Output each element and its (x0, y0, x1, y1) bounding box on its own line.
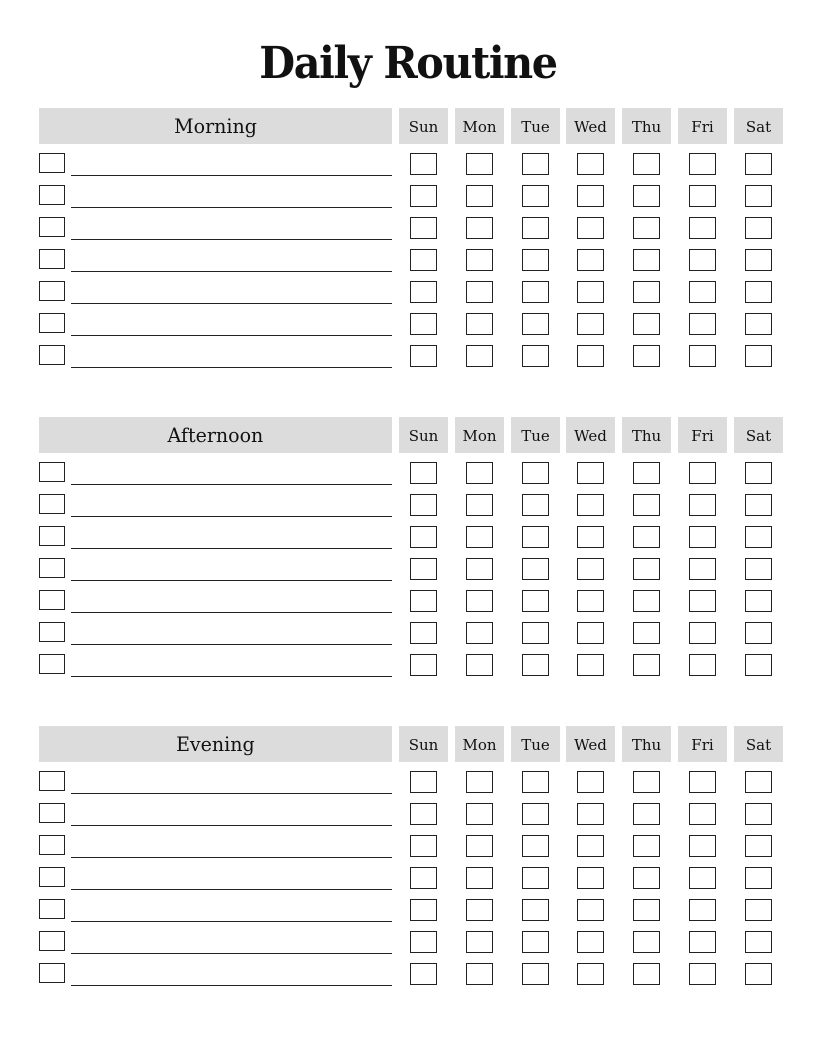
task-checkbox[interactable] (39, 867, 65, 887)
task-checkbox[interactable] (39, 654, 65, 674)
day-checkbox-thu[interactable] (633, 867, 660, 889)
day-checkbox-sat[interactable] (745, 899, 772, 921)
day-checkbox-sun[interactable] (410, 590, 437, 612)
task-checkbox[interactable] (39, 622, 65, 642)
task-checkbox[interactable] (39, 803, 65, 823)
day-checkbox-tue[interactable] (522, 803, 549, 825)
task-write-line[interactable] (71, 207, 392, 208)
day-checkbox-wed[interactable] (577, 590, 604, 612)
day-header-wed: Wed (566, 417, 615, 453)
task-write-line[interactable] (71, 953, 392, 954)
day-checkbox-sat[interactable] (745, 345, 772, 367)
day-checkbox-tue[interactable] (522, 899, 549, 921)
day-checkbox-sun[interactable] (410, 963, 437, 985)
day-checkbox-mon[interactable] (466, 345, 493, 367)
day-header-tue: Tue (511, 417, 560, 453)
day-checkbox-sun[interactable] (410, 622, 437, 644)
task-write-line[interactable] (71, 857, 392, 858)
day-checkbox-sun[interactable] (410, 558, 437, 580)
day-checkbox-wed[interactable] (577, 654, 604, 676)
day-checkbox-tue[interactable] (522, 281, 549, 303)
day-checkbox-wed[interactable] (577, 835, 604, 857)
day-checkbox-mon[interactable] (466, 803, 493, 825)
day-checkbox-sun[interactable] (410, 771, 437, 793)
section-header (39, 108, 392, 144)
day-checkbox-fri[interactable] (689, 867, 716, 889)
day-checkbox-sun[interactable] (410, 217, 437, 239)
day-checkbox-mon[interactable] (466, 494, 493, 516)
day-checkbox-sat[interactable] (745, 185, 772, 207)
day-checkbox-mon[interactable] (466, 281, 493, 303)
day-checkbox-tue[interactable] (522, 622, 549, 644)
task-checkbox[interactable] (39, 931, 65, 951)
day-checkbox-mon[interactable] (466, 217, 493, 239)
task-write-line[interactable] (71, 367, 392, 368)
task-write-line[interactable] (71, 548, 392, 549)
day-checkbox-sat[interactable] (745, 526, 772, 548)
day-checkbox-sat[interactable] (745, 494, 772, 516)
day-checkbox-thu[interactable] (633, 281, 660, 303)
task-checkbox[interactable] (39, 963, 65, 983)
day-checkbox-wed[interactable] (577, 526, 604, 548)
day-header-thu: Thu (622, 726, 671, 762)
day-checkbox-tue[interactable] (522, 185, 549, 207)
day-checkbox-mon[interactable] (466, 526, 493, 548)
day-checkbox-thu[interactable] (633, 622, 660, 644)
task-write-line[interactable] (71, 271, 392, 272)
day-checkbox-fri[interactable] (689, 963, 716, 985)
task-write-line[interactable] (71, 175, 392, 176)
day-checkbox-mon[interactable] (466, 462, 493, 484)
day-header-sun: Sun (399, 417, 448, 453)
section-afternoon (0, 417, 816, 687)
day-checkbox-wed[interactable] (577, 494, 604, 516)
task-write-line[interactable] (71, 612, 392, 613)
day-checkbox-mon[interactable] (466, 622, 493, 644)
day-checkbox-fri[interactable] (689, 590, 716, 612)
day-checkbox-fri[interactable] (689, 558, 716, 580)
day-header-mon: Mon (455, 726, 504, 762)
day-checkbox-tue[interactable] (522, 313, 549, 335)
day-header-tue: Tue (511, 726, 560, 762)
day-checkbox-thu[interactable] (633, 771, 660, 793)
task-checkbox[interactable] (39, 345, 65, 365)
day-checkbox-sat[interactable] (745, 590, 772, 612)
section-header (39, 726, 392, 762)
day-checkbox-tue[interactable] (522, 153, 549, 175)
day-checkbox-tue[interactable] (522, 931, 549, 953)
day-header-mon: Mon (455, 108, 504, 144)
day-checkbox-wed[interactable] (577, 931, 604, 953)
day-checkbox-fri[interactable] (689, 835, 716, 857)
day-header-fri: Fri (678, 417, 727, 453)
day-checkbox-fri[interactable] (689, 153, 716, 175)
day-checkbox-sat[interactable] (745, 217, 772, 239)
section-title: Afternoon (167, 423, 264, 447)
task-checkbox[interactable] (39, 835, 65, 855)
day-checkbox-thu[interactable] (633, 558, 660, 580)
day-checkbox-wed[interactable] (577, 462, 604, 484)
day-checkbox-thu[interactable] (633, 654, 660, 676)
day-checkbox-thu[interactable] (633, 803, 660, 825)
section-morning (0, 108, 816, 378)
task-checkbox[interactable] (39, 217, 65, 237)
task-write-line[interactable] (71, 303, 392, 304)
day-checkbox-sun[interactable] (410, 153, 437, 175)
day-header-sun: Sun (399, 726, 448, 762)
task-checkbox[interactable] (39, 153, 65, 173)
task-write-line[interactable] (71, 516, 392, 517)
task-write-line[interactable] (71, 985, 392, 986)
day-checkbox-sun[interactable] (410, 867, 437, 889)
day-checkbox-sun[interactable] (410, 835, 437, 857)
day-checkbox-fri[interactable] (689, 622, 716, 644)
day-checkbox-mon[interactable] (466, 654, 493, 676)
day-checkbox-fri[interactable] (689, 803, 716, 825)
day-checkbox-wed[interactable] (577, 622, 604, 644)
day-header-sat: Sat (734, 108, 783, 144)
day-checkbox-sat[interactable] (745, 867, 772, 889)
day-checkbox-sat[interactable] (745, 622, 772, 644)
day-checkbox-tue[interactable] (522, 526, 549, 548)
day-checkbox-sun[interactable] (410, 345, 437, 367)
day-checkbox-sat[interactable] (745, 963, 772, 985)
day-header-fri: Fri (678, 108, 727, 144)
day-checkbox-sun[interactable] (410, 494, 437, 516)
day-header-wed: Wed (566, 108, 615, 144)
task-checkbox[interactable] (39, 494, 65, 514)
day-checkbox-fri[interactable] (689, 931, 716, 953)
day-header-thu: Thu (622, 108, 671, 144)
day-checkbox-mon[interactable] (466, 931, 493, 953)
day-checkbox-mon[interactable] (466, 249, 493, 271)
day-checkbox-mon[interactable] (466, 963, 493, 985)
day-checkbox-tue[interactable] (522, 835, 549, 857)
day-checkbox-sun[interactable] (410, 185, 437, 207)
day-checkbox-sun[interactable] (410, 313, 437, 335)
day-checkbox-thu[interactable] (633, 963, 660, 985)
day-checkbox-fri[interactable] (689, 249, 716, 271)
day-checkbox-mon[interactable] (466, 867, 493, 889)
day-checkbox-mon[interactable] (466, 153, 493, 175)
day-checkbox-sun[interactable] (410, 899, 437, 921)
day-checkbox-tue[interactable] (522, 558, 549, 580)
day-checkbox-thu[interactable] (633, 345, 660, 367)
day-checkbox-sat[interactable] (745, 803, 772, 825)
day-checkbox-thu[interactable] (633, 185, 660, 207)
day-checkbox-wed[interactable] (577, 249, 604, 271)
task-checkbox[interactable] (39, 185, 65, 205)
task-write-line[interactable] (71, 484, 392, 485)
day-checkbox-fri[interactable] (689, 313, 716, 335)
day-checkbox-wed[interactable] (577, 867, 604, 889)
day-checkbox-wed[interactable] (577, 899, 604, 921)
day-checkbox-tue[interactable] (522, 494, 549, 516)
day-checkbox-fri[interactable] (689, 185, 716, 207)
day-checkbox-thu[interactable] (633, 494, 660, 516)
day-checkbox-wed[interactable] (577, 345, 604, 367)
day-checkbox-wed[interactable] (577, 217, 604, 239)
day-checkbox-fri[interactable] (689, 771, 716, 793)
day-checkbox-thu[interactable] (633, 249, 660, 271)
page-title: Daily Routine (259, 38, 557, 89)
day-checkbox-mon[interactable] (466, 835, 493, 857)
day-checkbox-wed[interactable] (577, 963, 604, 985)
day-header-thu: Thu (622, 417, 671, 453)
task-checkbox[interactable] (39, 462, 65, 482)
day-checkbox-sun[interactable] (410, 654, 437, 676)
day-checkbox-thu[interactable] (633, 217, 660, 239)
task-checkbox[interactable] (39, 281, 65, 301)
day-checkbox-fri[interactable] (689, 526, 716, 548)
task-write-line[interactable] (71, 239, 392, 240)
day-checkbox-thu[interactable] (633, 153, 660, 175)
day-checkbox-wed[interactable] (577, 185, 604, 207)
task-write-line[interactable] (71, 335, 392, 336)
day-checkbox-fri[interactable] (689, 281, 716, 303)
day-checkbox-tue[interactable] (522, 590, 549, 612)
day-checkbox-wed[interactable] (577, 153, 604, 175)
day-checkbox-thu[interactable] (633, 931, 660, 953)
day-checkbox-thu[interactable] (633, 590, 660, 612)
day-checkbox-wed[interactable] (577, 558, 604, 580)
day-checkbox-thu[interactable] (633, 835, 660, 857)
day-checkbox-tue[interactable] (522, 462, 549, 484)
day-checkbox-fri[interactable] (689, 494, 716, 516)
day-checkbox-sat[interactable] (745, 281, 772, 303)
task-checkbox[interactable] (39, 899, 65, 919)
day-checkbox-mon[interactable] (466, 590, 493, 612)
day-checkbox-fri[interactable] (689, 217, 716, 239)
day-checkbox-tue[interactable] (522, 963, 549, 985)
task-checkbox[interactable] (39, 590, 65, 610)
day-checkbox-tue[interactable] (522, 654, 549, 676)
section-header (39, 417, 392, 453)
task-write-line[interactable] (71, 825, 392, 826)
day-checkbox-sun[interactable] (410, 931, 437, 953)
day-checkbox-sun[interactable] (410, 249, 437, 271)
day-checkbox-thu[interactable] (633, 526, 660, 548)
day-checkbox-wed[interactable] (577, 313, 604, 335)
day-checkbox-wed[interactable] (577, 771, 604, 793)
day-checkbox-sat[interactable] (745, 462, 772, 484)
task-write-line[interactable] (71, 676, 392, 677)
section-title: Morning (174, 114, 257, 138)
day-checkbox-fri[interactable] (689, 345, 716, 367)
day-header-sun: Sun (399, 108, 448, 144)
day-checkbox-wed[interactable] (577, 803, 604, 825)
day-checkbox-thu[interactable] (633, 899, 660, 921)
day-checkbox-mon[interactable] (466, 185, 493, 207)
day-checkbox-mon[interactable] (466, 313, 493, 335)
section-evening (0, 726, 816, 996)
day-header-sat: Sat (734, 726, 783, 762)
day-checkbox-sun[interactable] (410, 281, 437, 303)
day-checkbox-mon[interactable] (466, 558, 493, 580)
day-header-fri: Fri (678, 726, 727, 762)
day-checkbox-mon[interactable] (466, 899, 493, 921)
section-title: Evening (176, 732, 255, 756)
task-checkbox[interactable] (39, 771, 65, 791)
day-checkbox-sun[interactable] (410, 526, 437, 548)
task-write-line[interactable] (71, 580, 392, 581)
day-checkbox-sat[interactable] (745, 835, 772, 857)
task-checkbox[interactable] (39, 249, 65, 269)
day-checkbox-sat[interactable] (745, 153, 772, 175)
day-checkbox-tue[interactable] (522, 867, 549, 889)
day-checkbox-tue[interactable] (522, 217, 549, 239)
task-write-line[interactable] (71, 921, 392, 922)
day-checkbox-sat[interactable] (745, 249, 772, 271)
task-checkbox[interactable] (39, 558, 65, 578)
day-header-mon: Mon (455, 417, 504, 453)
day-checkbox-fri[interactable] (689, 462, 716, 484)
day-header-tue: Tue (511, 108, 560, 144)
day-checkbox-sat[interactable] (745, 313, 772, 335)
day-checkbox-sun[interactable] (410, 462, 437, 484)
day-checkbox-sun[interactable] (410, 803, 437, 825)
day-checkbox-tue[interactable] (522, 249, 549, 271)
day-checkbox-sat[interactable] (745, 654, 772, 676)
task-write-line[interactable] (71, 793, 392, 794)
day-header-sat: Sat (734, 417, 783, 453)
day-checkbox-thu[interactable] (633, 462, 660, 484)
day-checkbox-thu[interactable] (633, 313, 660, 335)
day-checkbox-tue[interactable] (522, 345, 549, 367)
day-checkbox-sat[interactable] (745, 771, 772, 793)
task-write-line[interactable] (71, 889, 392, 890)
day-header-wed: Wed (566, 726, 615, 762)
day-checkbox-sat[interactable] (745, 558, 772, 580)
day-checkbox-fri[interactable] (689, 654, 716, 676)
task-write-line[interactable] (71, 644, 392, 645)
day-checkbox-sat[interactable] (745, 931, 772, 953)
day-checkbox-mon[interactable] (466, 771, 493, 793)
day-checkbox-tue[interactable] (522, 771, 549, 793)
task-checkbox[interactable] (39, 313, 65, 333)
day-checkbox-fri[interactable] (689, 899, 716, 921)
day-checkbox-wed[interactable] (577, 281, 604, 303)
task-checkbox[interactable] (39, 526, 65, 546)
